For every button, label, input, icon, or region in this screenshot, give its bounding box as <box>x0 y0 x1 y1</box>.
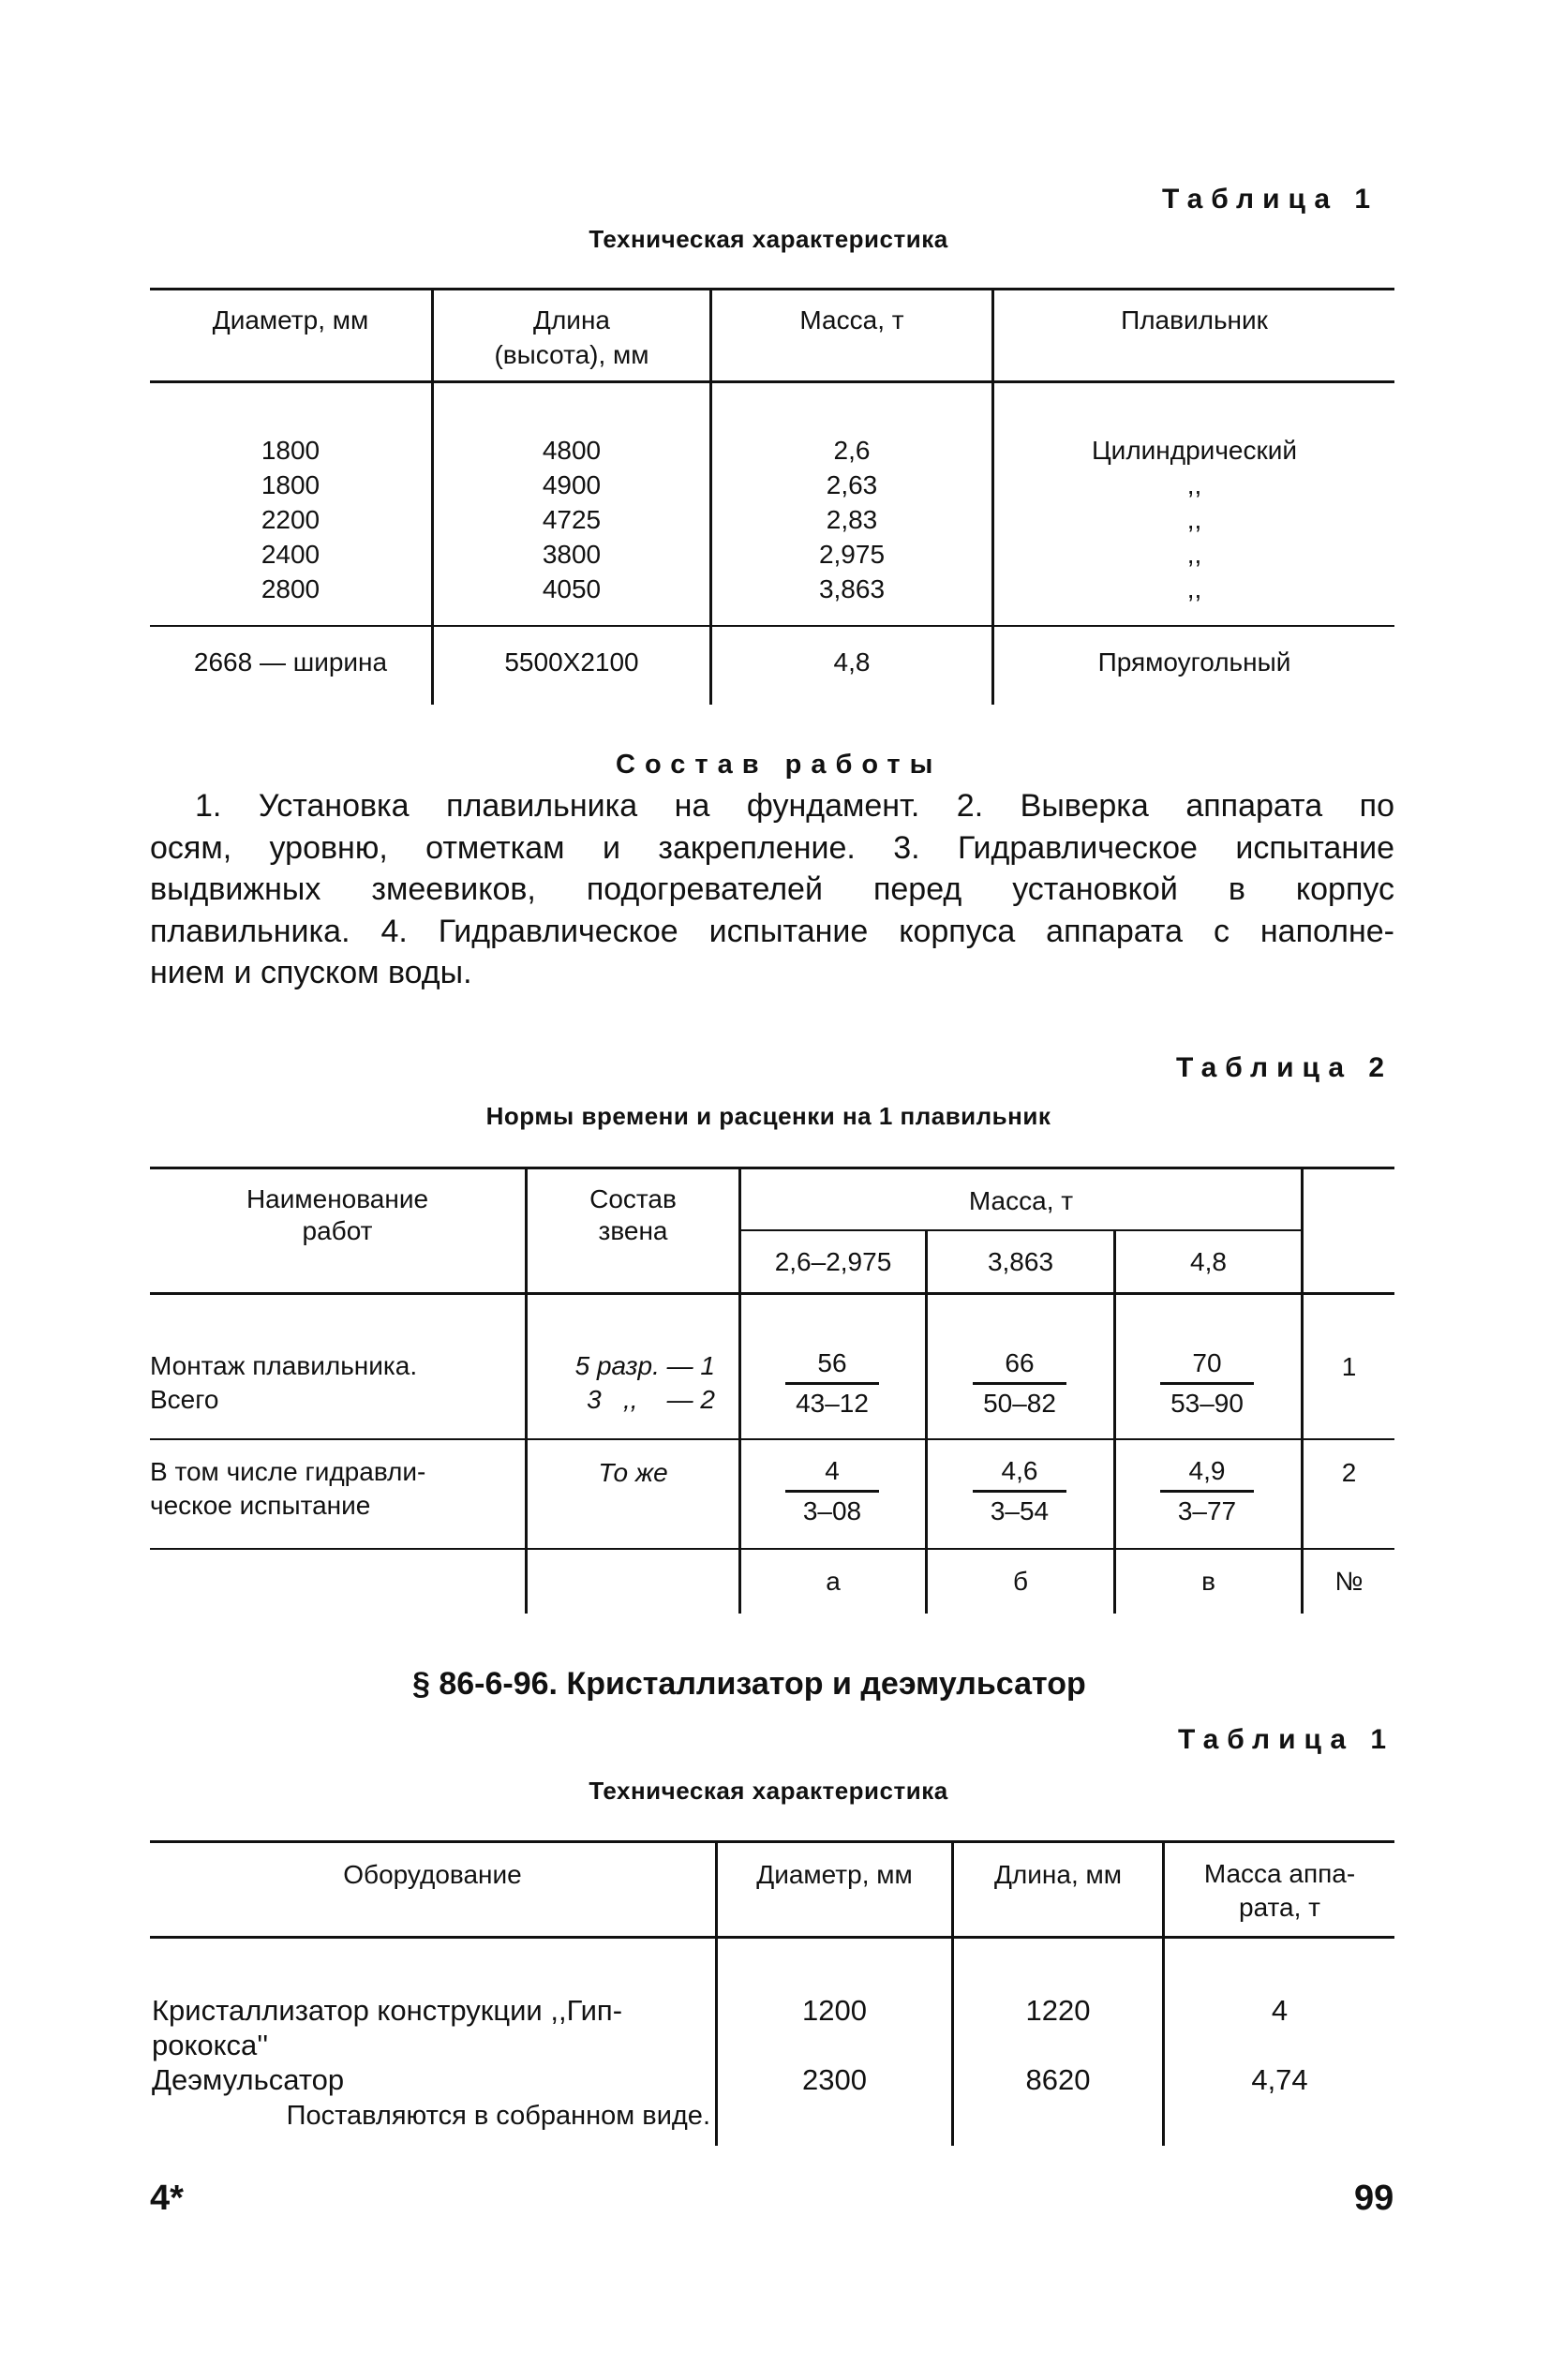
table3-row2-equipment: Деэмульсатор <box>152 2063 345 2096</box>
table1-header-rule <box>150 380 1394 383</box>
table3-title: Техническая характеристика <box>589 1777 948 1805</box>
table2-caption: Таблица 2 <box>1176 1052 1394 1083</box>
table2-header-mass-c: 4,8 <box>1190 1247 1227 1276</box>
table2-row2-crew: То же <box>598 1458 668 1487</box>
table2-footer-number-sign: № <box>1334 1567 1364 1596</box>
page-number: 99 <box>1354 2179 1394 2218</box>
table3-header-diameter: Диаметр, мм <box>756 1860 913 1889</box>
table2-col-divider <box>925 1229 928 1614</box>
table2-row1-value-c: $\frac{70}{53-90}$ <box>1160 1347 1254 1420</box>
table2-header-mass-b: 3,863 <box>987 1247 1054 1276</box>
table3-header-equipment: Оборудование <box>343 1860 522 1889</box>
table3-caption: Таблица 1 <box>1178 1724 1395 1755</box>
table2-row2-value-b: $\frac{4,6}{3-54}$ <box>973 1455 1066 1527</box>
table3-top-rule <box>150 1840 1394 1843</box>
work-line: плавильника. 4. Гидравлическое испытание корпуса аппарата с наполне- <box>150 913 1394 949</box>
table2-row2-name: В том числе гидравли- ческое испытание <box>150 1457 426 1520</box>
work-title: Состав работы <box>616 750 943 780</box>
table2-row-rule <box>150 1548 1394 1550</box>
table2-row2-number: 2 <box>1341 1458 1357 1487</box>
table2-col-divider <box>1301 1167 1304 1614</box>
work-line: выдвижных змеевиков, подогревателей перед установкой в корпус <box>150 871 1394 907</box>
table2-header-name: Наименование работ <box>246 1184 429 1245</box>
table2-row1-crew: 5 разр. — 1 3 ,, — 2 <box>574 1351 715 1414</box>
table1-header-length: Длина (высота), мм <box>494 305 649 369</box>
table2-header-mass: Масса, т <box>968 1186 1074 1215</box>
table1-length-values: 4800 4900 4725 3800 4050 <box>542 436 602 603</box>
table1-last-length: 5500X2100 <box>504 647 639 677</box>
table3-row2-length: 8620 <box>1025 2063 1091 2096</box>
table1-diameter-values: 1800 1800 2200 2400 2800 <box>261 436 320 603</box>
table2-header-rule <box>150 1292 1394 1295</box>
table1-mass-values: 2,6 2,63 2,83 2,975 3,863 <box>818 436 886 603</box>
table2-header-mass-a: 2,6–2,975 <box>774 1247 892 1276</box>
table3-header-length: Длина, мм <box>993 1860 1123 1889</box>
table3-row1-mass: 4 <box>1271 1994 1289 2027</box>
work-line: осям, уровню, отметкам и закрепление. 3. Гидравлическое испытание <box>150 829 1394 866</box>
table3-row2-diameter: 2300 <box>802 2063 867 2096</box>
section-heading: § 86-6-96. Кристаллизатор и деэмульсатор <box>412 1666 1086 1702</box>
table1-header-diameter: Диаметр, мм <box>212 305 369 335</box>
table2-row2-value-a: $\frac{4}{3-08}$ <box>785 1455 879 1527</box>
table2-row-rule <box>150 1438 1394 1440</box>
table2-row1-value-b: $\frac{66}{50-82}$ <box>973 1347 1066 1420</box>
table3-row2-mass: 4,74 <box>1251 2063 1308 2096</box>
work-line: нием и спуском воды. <box>150 955 472 990</box>
table2-header-crew: Состав звена <box>589 1184 677 1245</box>
table3-header-mass: Масса аппа- рата, т <box>1203 1859 1356 1922</box>
table1-top-rule <box>150 288 1394 290</box>
table2-footer-b: б <box>1012 1567 1029 1596</box>
table1-caption: Таблица 1 <box>1162 184 1379 215</box>
table2-row1-name: Монтаж плавильника. Всего <box>150 1351 418 1414</box>
table2-row1-number: 1 <box>1341 1352 1357 1381</box>
table2-row2-value-c: $\frac{4,9}{3-77}$ <box>1160 1455 1254 1527</box>
table1-last-mass: 4,8 <box>833 647 871 677</box>
table1-header-melter: Плавильник <box>1121 305 1268 335</box>
table2-footer-c: в <box>1201 1567 1215 1596</box>
table2-footer-a: а <box>826 1567 841 1596</box>
table1-last-diameter: 2668 — ширина <box>193 647 388 677</box>
table2-top-rule <box>150 1167 1394 1169</box>
table3-header-rule <box>150 1936 1394 1939</box>
table3-note: Поставляются в собранном виде. <box>286 2101 710 2131</box>
table1-group-rule <box>150 625 1394 627</box>
table3-row1-length: 1220 <box>1025 1994 1091 2027</box>
table2-col-divider <box>738 1167 741 1614</box>
table2-row1-value-a: $\frac{56}{43-12}$ <box>785 1347 879 1420</box>
table1-last-melter: Прямоугольный <box>1097 647 1291 677</box>
table3-row1-equipment: Кристаллизатор конструкции ,,Гип- рококса'' <box>152 1994 623 2061</box>
table1-header-mass: Масса, т <box>799 305 904 335</box>
table1-melter-values: Цилиндрический ,, ,, ,, ,, <box>1091 436 1298 603</box>
table2-title: Нормы времени и расценки на 1 плавильник <box>485 1102 1051 1130</box>
table3-row1-diameter: 1200 <box>802 1994 867 2027</box>
work-paragraph <box>150 785 1394 994</box>
work-line: 1. Установка плавильника на фундамент. 2. Выверка аппарата по <box>195 788 1394 824</box>
table2-col-divider <box>1113 1229 1116 1614</box>
footer-signature-mark: 4* <box>150 2179 184 2218</box>
table2-mass-subrule <box>738 1229 1301 1231</box>
table1-title: Техническая характеристика <box>589 225 948 253</box>
